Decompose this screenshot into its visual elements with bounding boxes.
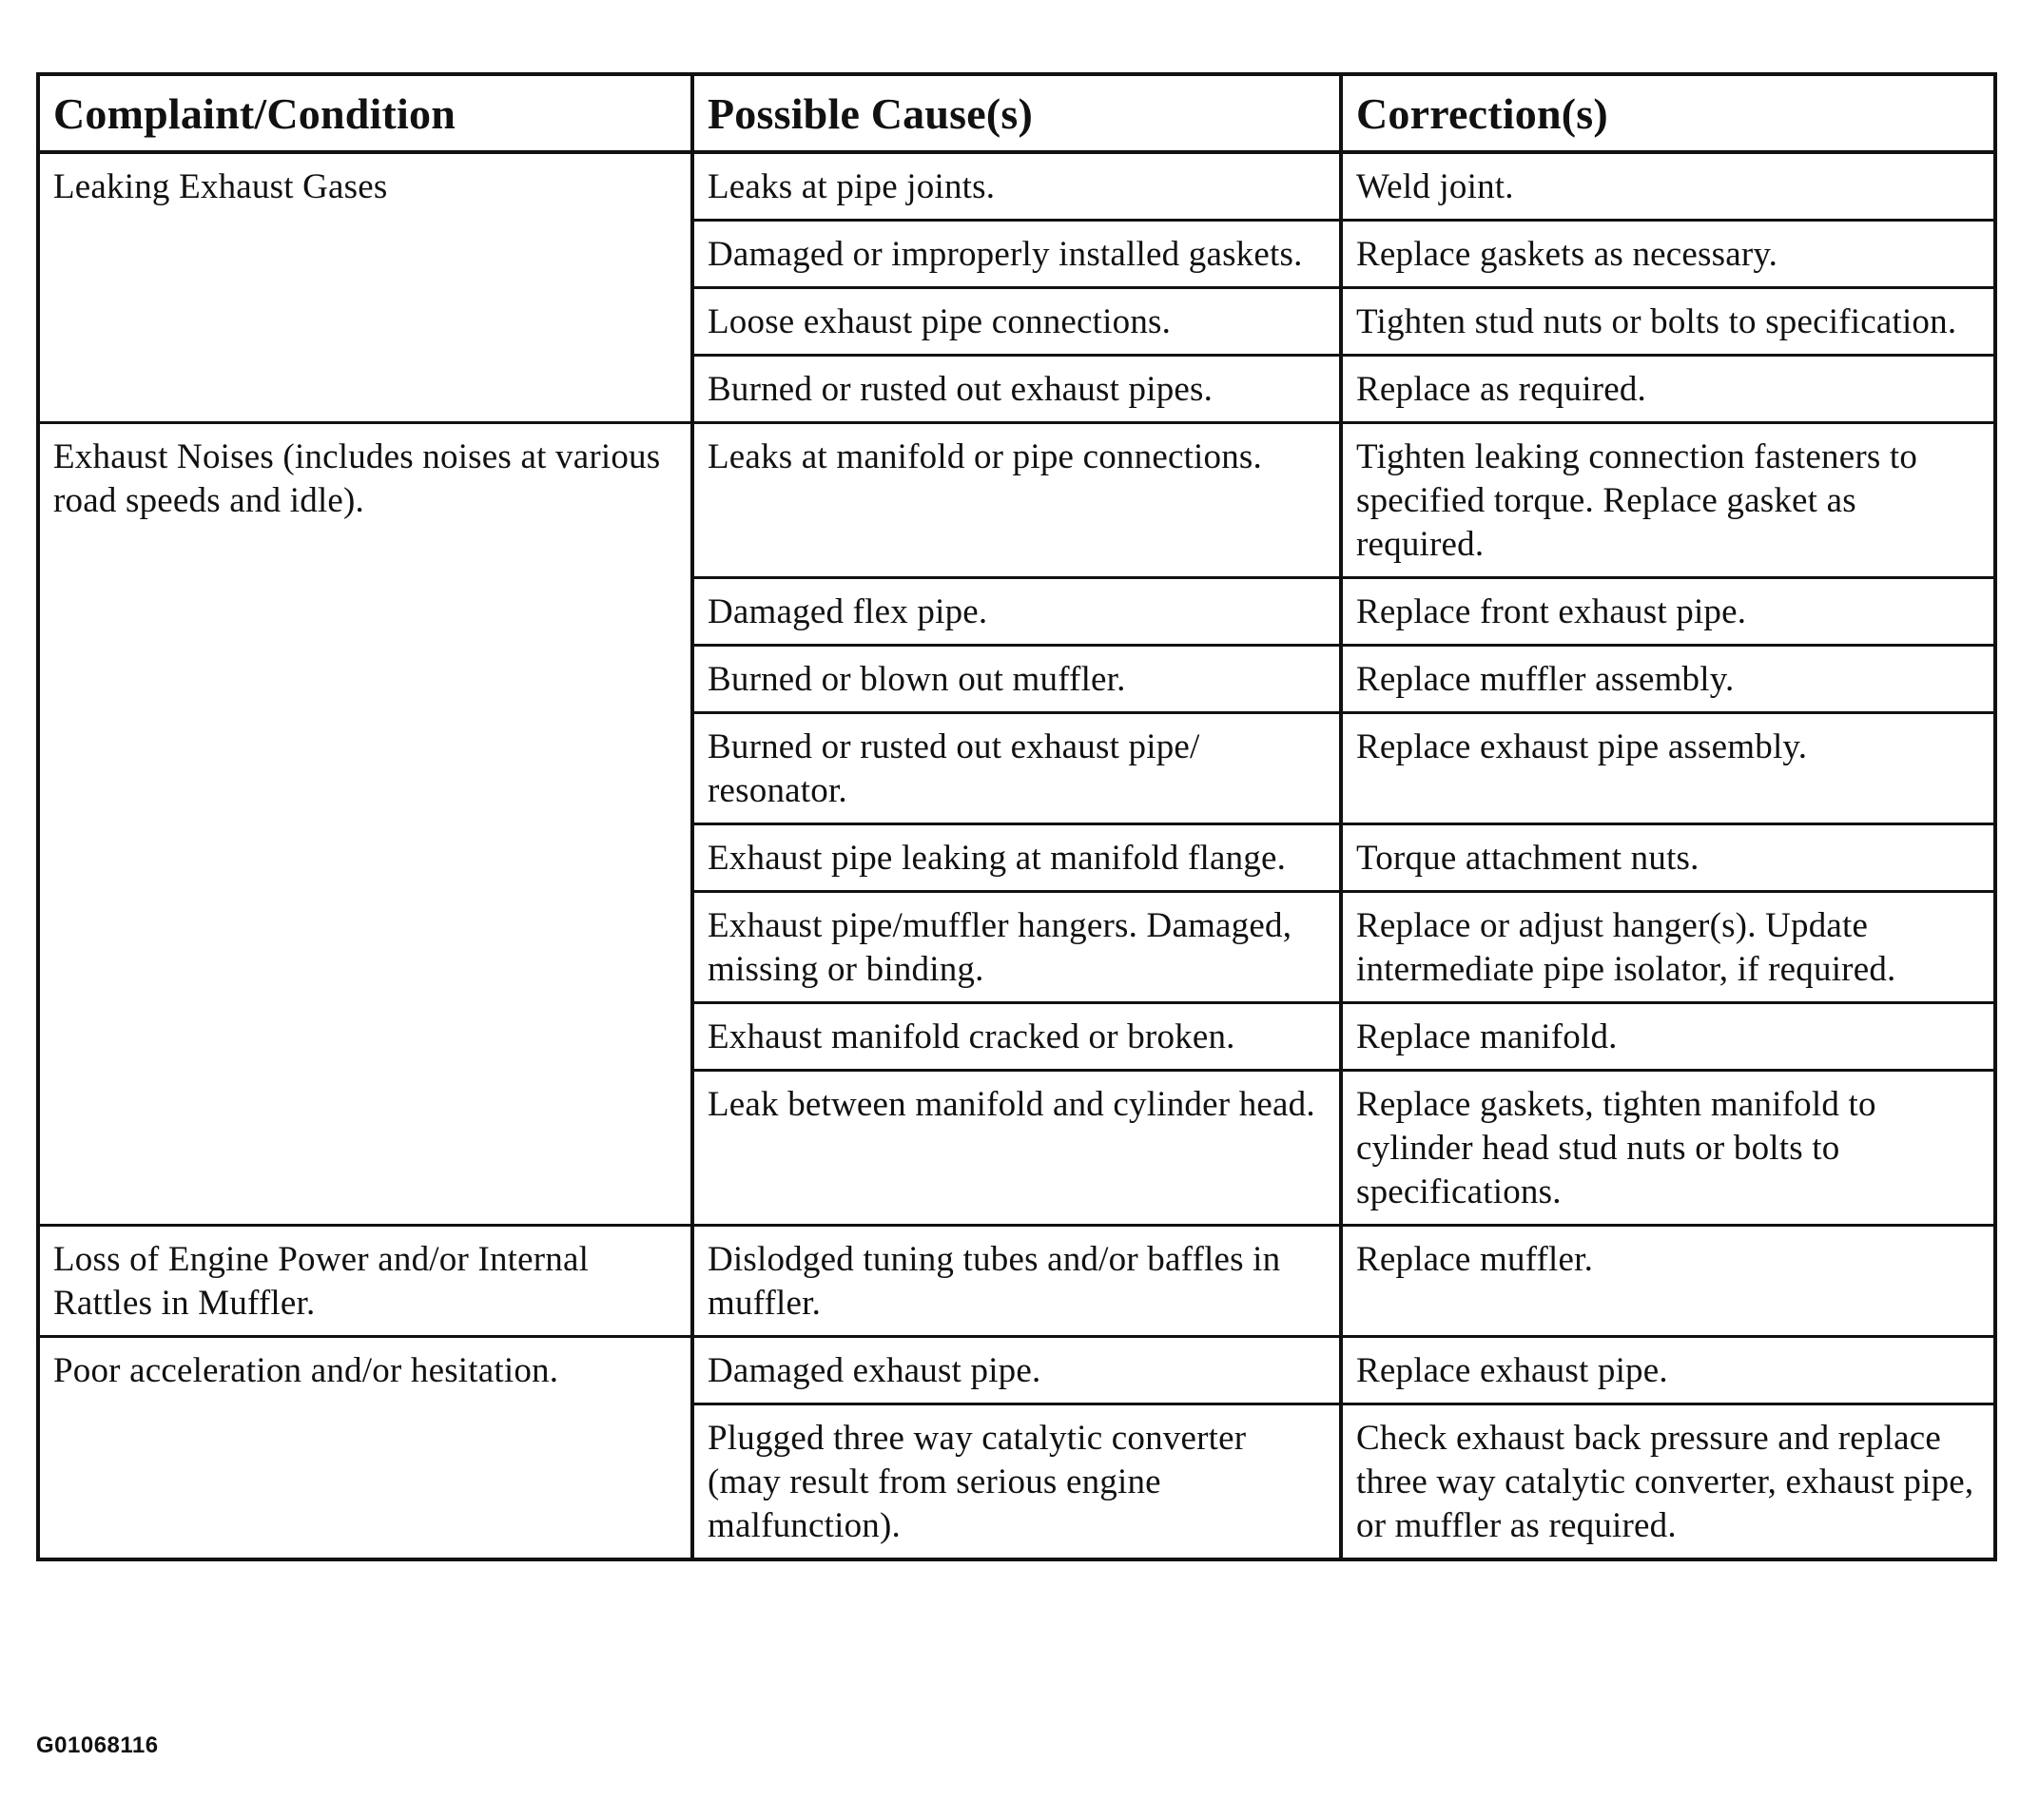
- cause-cell: Damaged exhaust pipe.: [692, 1337, 1341, 1404]
- cause-cell: Burned or blown out muffler.: [692, 646, 1341, 713]
- correction-cell: Replace gaskets as necessary.: [1341, 221, 1995, 288]
- table-row: [38, 1337, 1995, 1404]
- correction-cell: Replace as required.: [1341, 356, 1995, 423]
- header-row: [38, 74, 1995, 152]
- cause-cell: Leaks at manifold or pipe connections.: [692, 423, 1341, 578]
- cause-cell: Exhaust manifold cracked or broken.: [692, 1003, 1341, 1071]
- correction-cell: Replace front exhaust pipe.: [1341, 578, 1995, 646]
- table-row: [38, 423, 1995, 578]
- correction-cell: Tighten stud nuts or bolts to specification.: [1341, 288, 1995, 356]
- table-row: [38, 1226, 1995, 1337]
- correction-cell: Replace exhaust pipe assembly.: [1341, 713, 1995, 824]
- correction-cell: Check exhaust back pressure and replace three way catalytic converter, exhaust pipe, or muffler as required.: [1341, 1404, 1995, 1560]
- correction-cell: Torque attachment nuts.: [1341, 824, 1995, 892]
- correction-cell: Weld joint.: [1341, 152, 1995, 221]
- correction-cell: Replace manifold.: [1341, 1003, 1995, 1071]
- cause-cell: Exhaust pipe/muffler hangers. Damaged, missing or binding.: [692, 892, 1341, 1003]
- cause-cell: Plugged three way catalytic converter (may result from serious engine malfunction).: [692, 1404, 1341, 1560]
- cause-cell: Burned or rusted out exhaust pipes.: [692, 356, 1341, 423]
- correction-cell: Replace muffler.: [1341, 1226, 1995, 1337]
- cause-cell: Leaks at pipe joints.: [692, 152, 1341, 221]
- correction-cell: Replace exhaust pipe.: [1341, 1337, 1995, 1404]
- cause-cell: Exhaust pipe leaking at manifold flange.: [692, 824, 1341, 892]
- table-body: [38, 152, 1995, 1559]
- cause-cell: Leak between manifold and cylinder head.: [692, 1071, 1341, 1226]
- complaint-cell: Exhaust Noises (includes noises at various road speeds and idle).: [38, 423, 692, 1226]
- diagnosis-table: [36, 72, 1997, 1561]
- cause-cell: Burned or rusted out exhaust pipe/ resonator.: [692, 713, 1341, 824]
- complaint-cell: Poor acceleration and/or hesitation.: [38, 1337, 692, 1560]
- figure-code: G01068116: [36, 1733, 159, 1758]
- header-cause: Possible Cause(s): [692, 74, 1341, 152]
- correction-cell: Replace gaskets, tighten manifold to cylinder head stud nuts or bolts to specifications.: [1341, 1071, 1995, 1226]
- table-row: [38, 152, 1995, 221]
- header-complaint: Complaint/Condition: [38, 74, 692, 152]
- cause-cell: Damaged flex pipe.: [692, 578, 1341, 646]
- cause-cell: Loose exhaust pipe connections.: [692, 288, 1341, 356]
- header-correction: Correction(s): [1341, 74, 1995, 152]
- complaint-cell: Leaking Exhaust Gases: [38, 152, 692, 423]
- complaint-cell: Loss of Engine Power and/or Internal Rattles in Muffler.: [38, 1226, 692, 1337]
- correction-cell: Replace or adjust hanger(s). Update intermediate pipe isolator, if required.: [1341, 892, 1995, 1003]
- correction-cell: Tighten leaking connection fasteners to specified torque. Replace gasket as required.: [1341, 423, 1995, 578]
- table-header: [38, 74, 1995, 152]
- cause-cell: Dislodged tuning tubes and/or baffles in muffler.: [692, 1226, 1341, 1337]
- correction-cell: Replace muffler assembly.: [1341, 646, 1995, 713]
- cause-cell: Damaged or improperly installed gaskets.: [692, 221, 1341, 288]
